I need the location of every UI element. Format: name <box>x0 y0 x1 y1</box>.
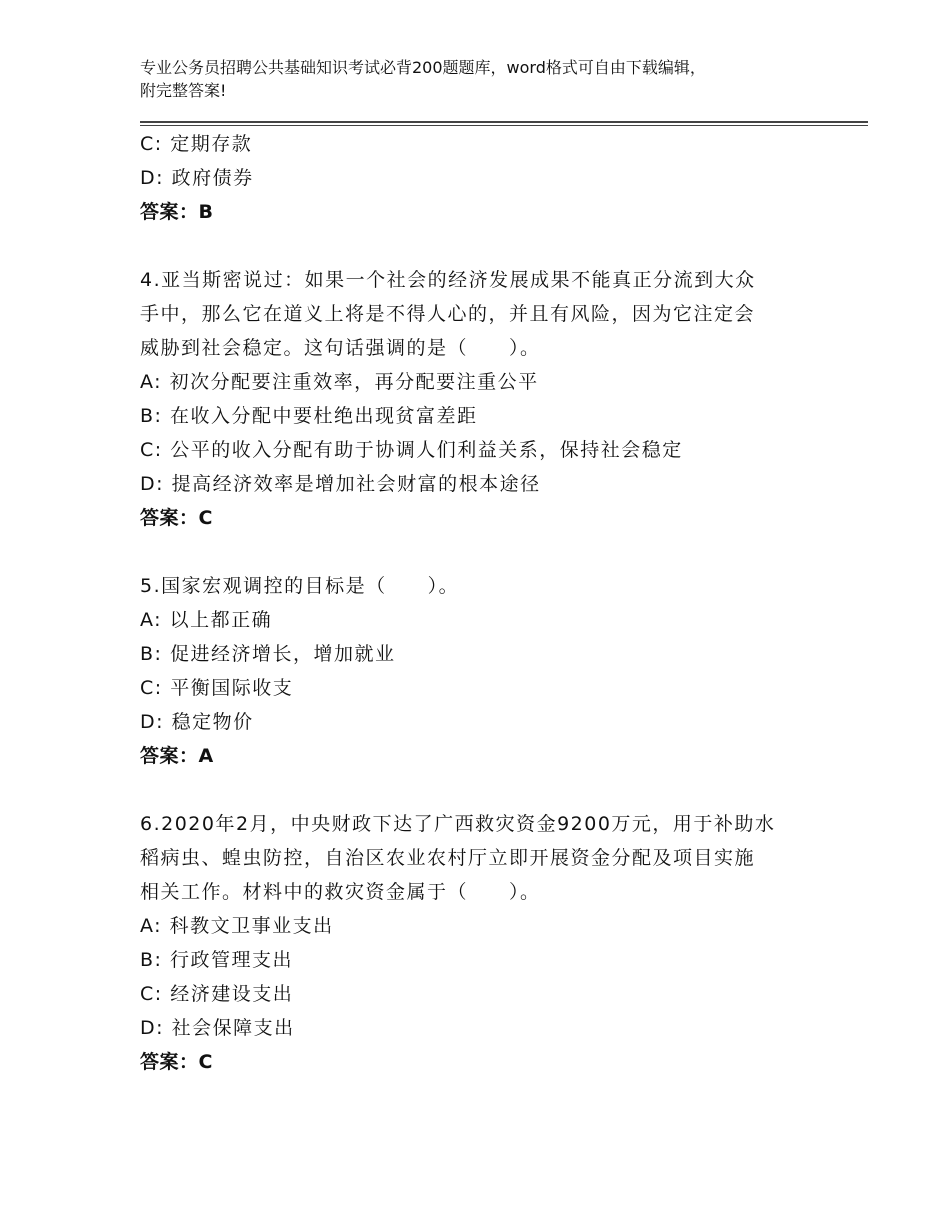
answer-label: 答案：C <box>140 507 213 529</box>
option-b: B: 行政管理支出 <box>140 949 293 971</box>
question-5 <box>140 569 870 773</box>
answer-label: 答案：C <box>140 1051 213 1073</box>
question-stem-line: 手中，那么它在道义上将是不得人心的，并且有风险，因为它注定会 <box>140 303 756 325</box>
question-stem-line: 6.2020年2月，中央财政下达了广西救灾资金9200万元，用于补助水 <box>140 813 776 835</box>
option-d: D: 社会保障支出 <box>140 1017 295 1039</box>
question-stem-line: 相关工作。材料中的救灾资金属于（ ）。 <box>140 881 541 903</box>
option-b: B: 在收入分配中要杜绝出现贫富差距 <box>140 405 478 427</box>
spacer <box>140 229 870 263</box>
option-d: D: 政府债券 <box>140 167 254 189</box>
option-b: B: 促进经济增长，增加就业 <box>140 643 396 665</box>
option-a: A: 初次分配要注重效率，再分配要注重公平 <box>140 371 539 393</box>
spacer <box>140 773 870 807</box>
header-line-1: 专业公务员招聘公共基础知识考试必背200题题库，word格式可自由下载编辑， <box>140 58 706 77</box>
header-line-2: 附完整答案! <box>140 81 227 100</box>
answer-label: 答案：A <box>140 745 214 767</box>
question-stem-line: 4.亚当斯密说过：如果一个社会的经济发展成果不能真正分流到大众 <box>140 269 756 291</box>
header-rule-thin <box>140 125 868 126</box>
question-stem-line: 稻病虫、蝗虫防控，自治区农业农村厅立即开展资金分配及项目实施 <box>140 847 756 869</box>
option-c: C: 定期存款 <box>140 133 253 155</box>
question-list <box>140 127 870 1079</box>
answer-label: 答案：B <box>140 201 214 223</box>
question-3 <box>140 127 870 229</box>
page-header <box>140 56 800 102</box>
question-6 <box>140 807 870 1079</box>
option-d: D: 提高经济效率是增加社会财富的根本途径 <box>140 473 541 495</box>
question-4 <box>140 263 870 535</box>
option-d: D: 稳定物价 <box>140 711 254 733</box>
option-c: C: 经济建设支出 <box>140 983 294 1005</box>
option-c: C: 平衡国际收支 <box>140 677 294 699</box>
option-a: A: 科教文卫事业支出 <box>140 915 334 937</box>
spacer <box>140 535 870 569</box>
question-stem-line: 威胁到社会稳定。这句话强调的是（ ）。 <box>140 337 541 359</box>
question-stem-line: 5.国家宏观调控的目标是（ ）。 <box>140 575 460 597</box>
header-rule-thick <box>140 121 868 123</box>
option-a: A: 以上都正确 <box>140 609 273 631</box>
option-c: C: 公平的收入分配有助于协调人们利益关系，保持社会稳定 <box>140 439 683 461</box>
